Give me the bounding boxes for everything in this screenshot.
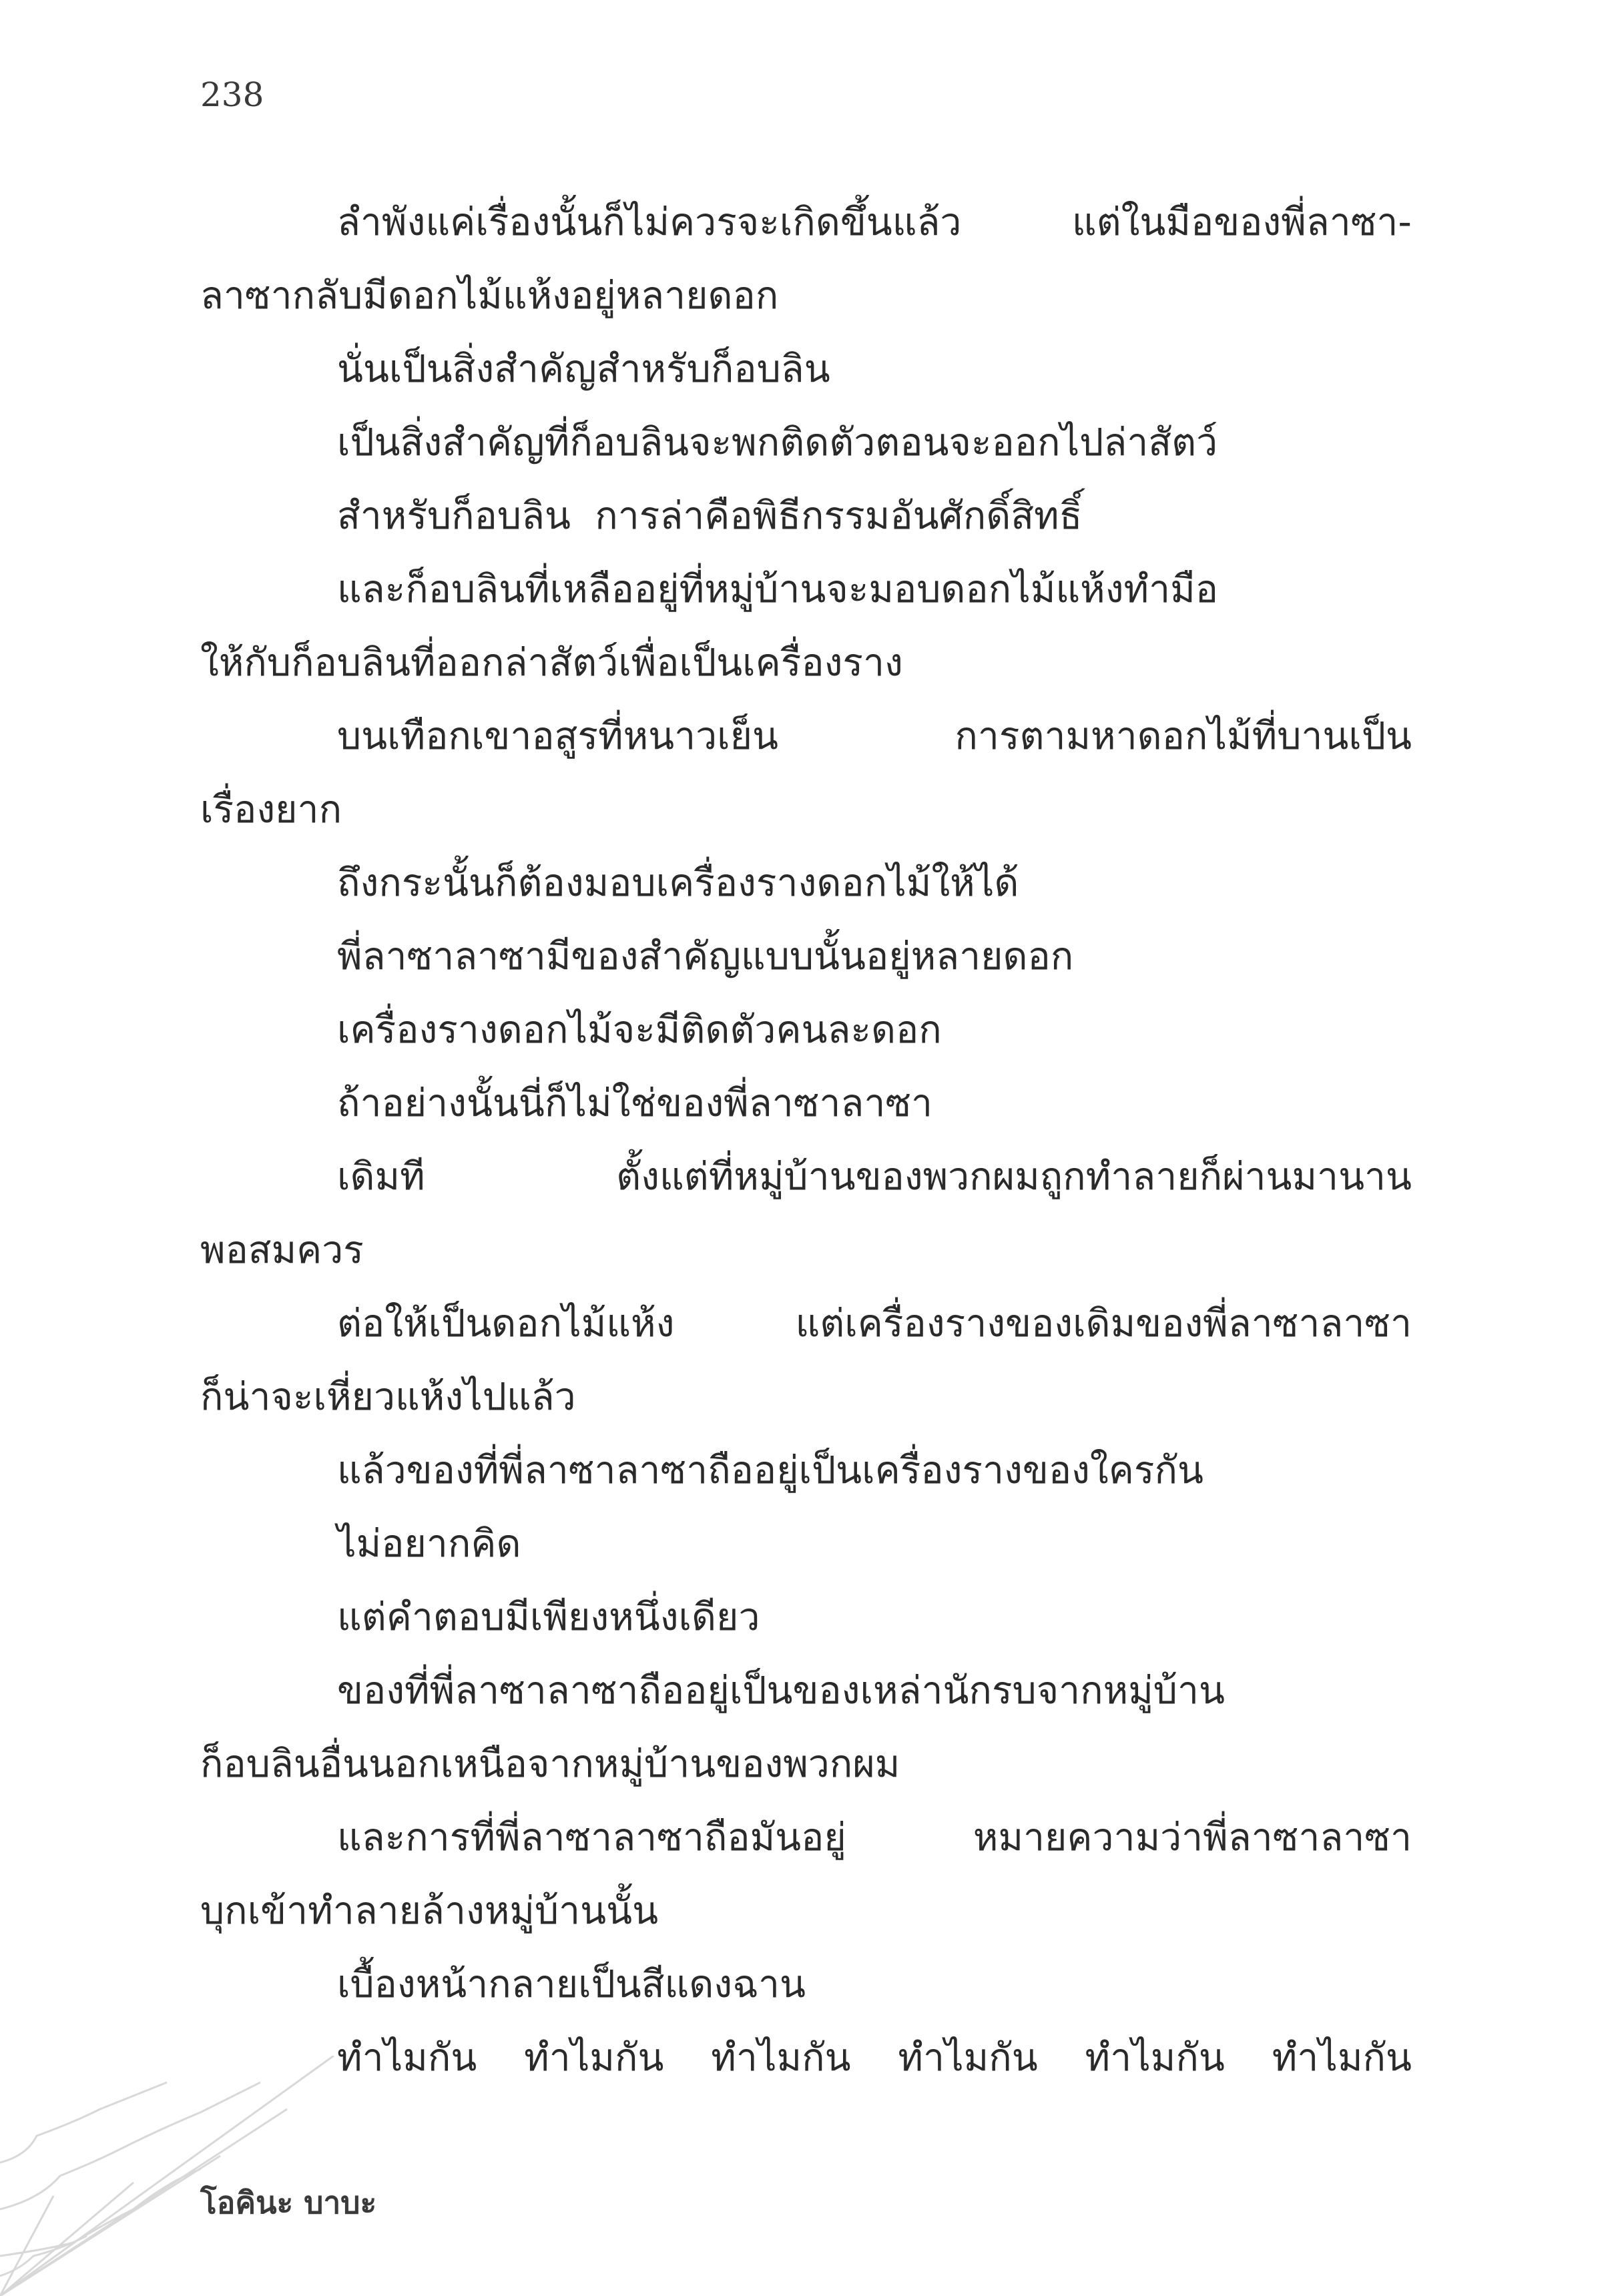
text-line: สำหรับก็อบลิน การล่าคือพิธีกรรมอันศักดิ์สิทธิ์	[337, 494, 1083, 538]
text-line: พี่ลาซาลาซามีของสำคัญแบบนั้นอยู่หลายดอก	[337, 934, 1074, 978]
text-line: พอสมควร	[200, 1228, 364, 1272]
text-line: เดิมที ตั้งแต่ที่หมู่บ้านของพวกผมถูกทำลายก็ผ่านมานาน	[337, 1155, 1412, 1199]
spider-web-decoration	[0, 2056, 347, 2296]
text-line: ทำไมกัน ทำไมกัน ทำไมกัน ทำไมกัน ทำไมกัน ทำไมกัน	[337, 2036, 1412, 2080]
text-line: แล้วของที่พี่ลาซาลาซาถืออยู่เป็นเครื่องรางของใครกัน	[337, 1448, 1203, 1492]
text-line: เป็นสิ่งสำคัญที่ก็อบลินจะพกติดตัวตอนจะออกไปล่าสัตว์	[337, 420, 1218, 465]
page-number: 238	[200, 75, 264, 114]
text-line: เบื้องหน้ากลายเป็นสีแดงฉาน	[337, 1962, 806, 2006]
text-line: ถึงกระนั้นก็ต้องมอบเครื่องรางดอกไม้ให้ได้	[337, 861, 1019, 905]
text-line: และก็อบลินที่เหลืออยู่ที่หมู่บ้านจะมอบดอกไม้แห้งทำมือ	[337, 567, 1218, 611]
text-line: และการที่พี่ลาซาลาซาถือมันอยู่ หมายความว่าพี่ลาซาลาซา	[337, 1815, 1412, 1859]
text-line: แต่คำตอบมีเพียงหนึ่งเดียว	[337, 1595, 760, 1639]
text-line: ให้กับก็อบลินที่ออกล่าสัตว์เพื่อเป็นเครื่องราง	[200, 641, 903, 685]
text-line: ก็อบลินอื่นนอกเหนือจากหมู่บ้านของพวกผม	[200, 1742, 900, 1786]
text-line: ถ้าอย่างนั้นนี่ก็ไม่ใช่ของพี่ลาซาลาซา	[337, 1081, 933, 1125]
text-line: เครื่องรางดอกไม้จะมีติดตัวคนละดอก	[337, 1008, 942, 1052]
text-line: ลาซากลับมีดอกไม้แห้งอยู่หลายดอก	[200, 274, 779, 318]
text-line: ต่อให้เป็นดอกไม้แห้ง แต่เครื่องรางของเดิมของพี่ลาซาลาซา	[337, 1302, 1412, 1346]
text-line: ก็น่าจะเหี่ยวแห้งไปแล้ว	[200, 1375, 576, 1419]
text-line: ไม่อยากคิด	[337, 1522, 521, 1566]
footer-author: โอคินะ บาบะ	[200, 2185, 377, 2221]
text-line: เรื่องยาก	[200, 788, 342, 832]
text-line: บนเทือกเขาอสูรที่หนาวเย็น การตามหาดอกไม้ที่บานเป็น	[337, 714, 1412, 758]
text-line: บุกเข้าทำลายล้างหมู่บ้านนั้น	[200, 1889, 659, 1933]
text-line: นั่นเป็นสิ่งสำคัญสำหรับก็อบลิน	[337, 347, 830, 391]
text-line: ของที่พี่ลาซาลาซาถืออยู่เป็นของเหล่านักรบจากหมู่บ้าน	[337, 1669, 1225, 1713]
text-line: ลำพังแค่เรื่องนั้นก็ไม่ควรจะเกิดขึ้นแล้ว แต่ในมือของพี่ลาซา-	[337, 200, 1412, 244]
body-text	[200, 186, 1412, 2094]
